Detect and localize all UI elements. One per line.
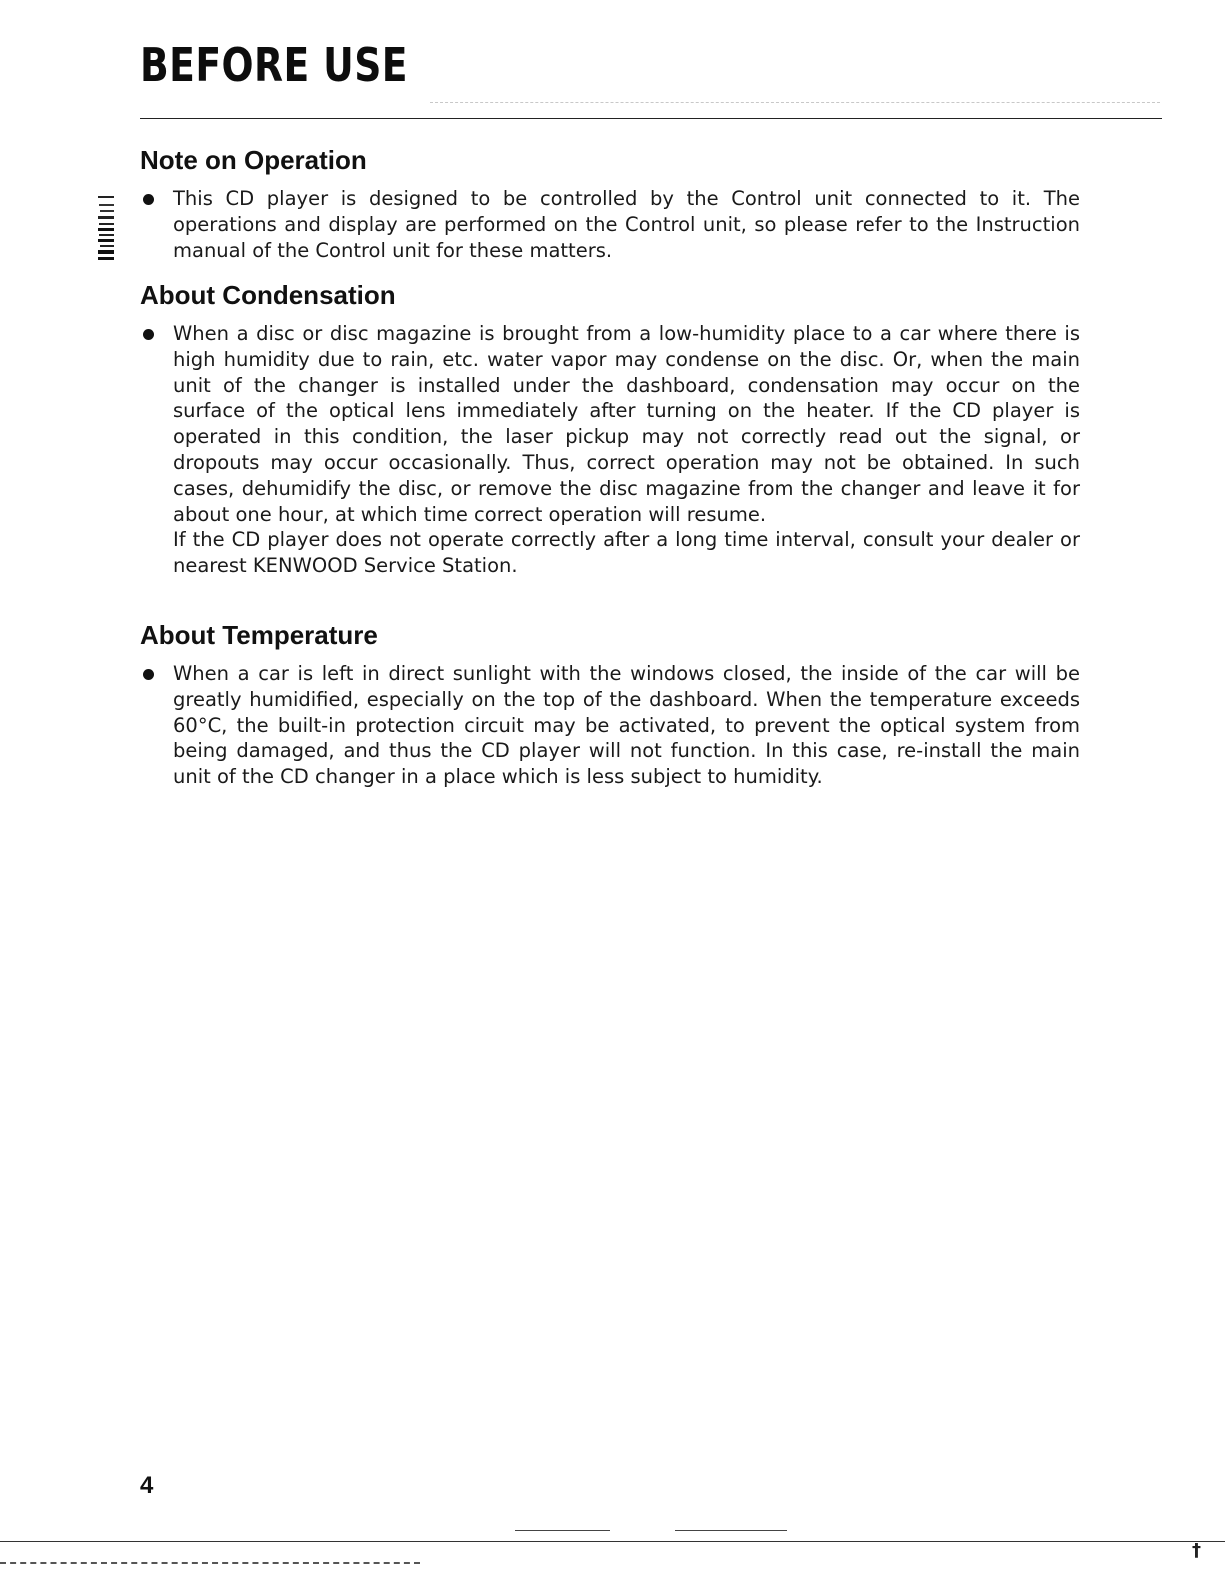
paragraph: When a disc or disc magazine is brought from a low-humidity place to a car where there is high humidity due to rain, etc. water vapor may condense on the disc. Or, when the main unit of the changer is installed under the dashboard, condensation may occur on the surface of the optical lens immediately after turning on the heater. If the CD player is operated in this condition, the laser pickup may not correctly read out the signal, or dropouts may occur occasionally. Thus, correct operation may not be obtained. In such cases, dehumidify the disc, or remove the disc magazine from the changer and leave it for about one hour, at which time correct operation will resume. <box>173 322 1080 526</box>
title-rule <box>140 118 1162 119</box>
page-title: BEFORE USE <box>140 38 408 92</box>
corner-scan-mark-icon: † <box>1192 1540 1201 1561</box>
footer-rule <box>0 1541 1225 1542</box>
section-heading: About Condensation <box>140 280 396 310</box>
footer-dashed-rule <box>0 1562 420 1564</box>
section-heading: Note on Operation <box>140 145 367 175</box>
bullet-icon <box>143 194 154 205</box>
footer-rule-segment <box>675 1530 787 1531</box>
title-rule-faint <box>430 102 1160 103</box>
binding-barcode-mark <box>96 196 116 260</box>
bullet-icon <box>143 329 154 340</box>
bullet-item <box>140 661 1080 790</box>
section-heading: About Temperature <box>140 620 378 650</box>
paragraph: If the CD player does not operate correctly after a long time interval, consult your dealer or nearest KENWOOD Service Station. <box>173 528 1080 578</box>
page-number: 4 <box>140 1472 154 1499</box>
paragraph: When a car is left in direct sunlight with the windows closed, the inside of the car will be greatly humidified, especially on the top of the dashboard. When the temperature exceeds 60°C, the built-in protection circuit may be activated, to prevent the optical system from being damaged, and thus the CD player will not function. In this case, re-install the main unit of the CD changer in a place which is less subject to humidity. <box>173 662 1080 789</box>
bullet-item <box>140 186 1080 263</box>
section-note-on-operation <box>140 145 1080 263</box>
section-about-temperature <box>140 620 1080 790</box>
section-about-condensation <box>140 280 1080 579</box>
paragraph: This CD player is designed to be controlled by the Control unit connected to it. The operations and display are performed on the Control unit, so please refer to the Instruction manual of the Control unit for these matters. <box>173 187 1080 262</box>
footer-rule-segment <box>515 1530 610 1531</box>
bullet-icon <box>143 669 154 680</box>
bullet-item <box>140 321 1080 579</box>
